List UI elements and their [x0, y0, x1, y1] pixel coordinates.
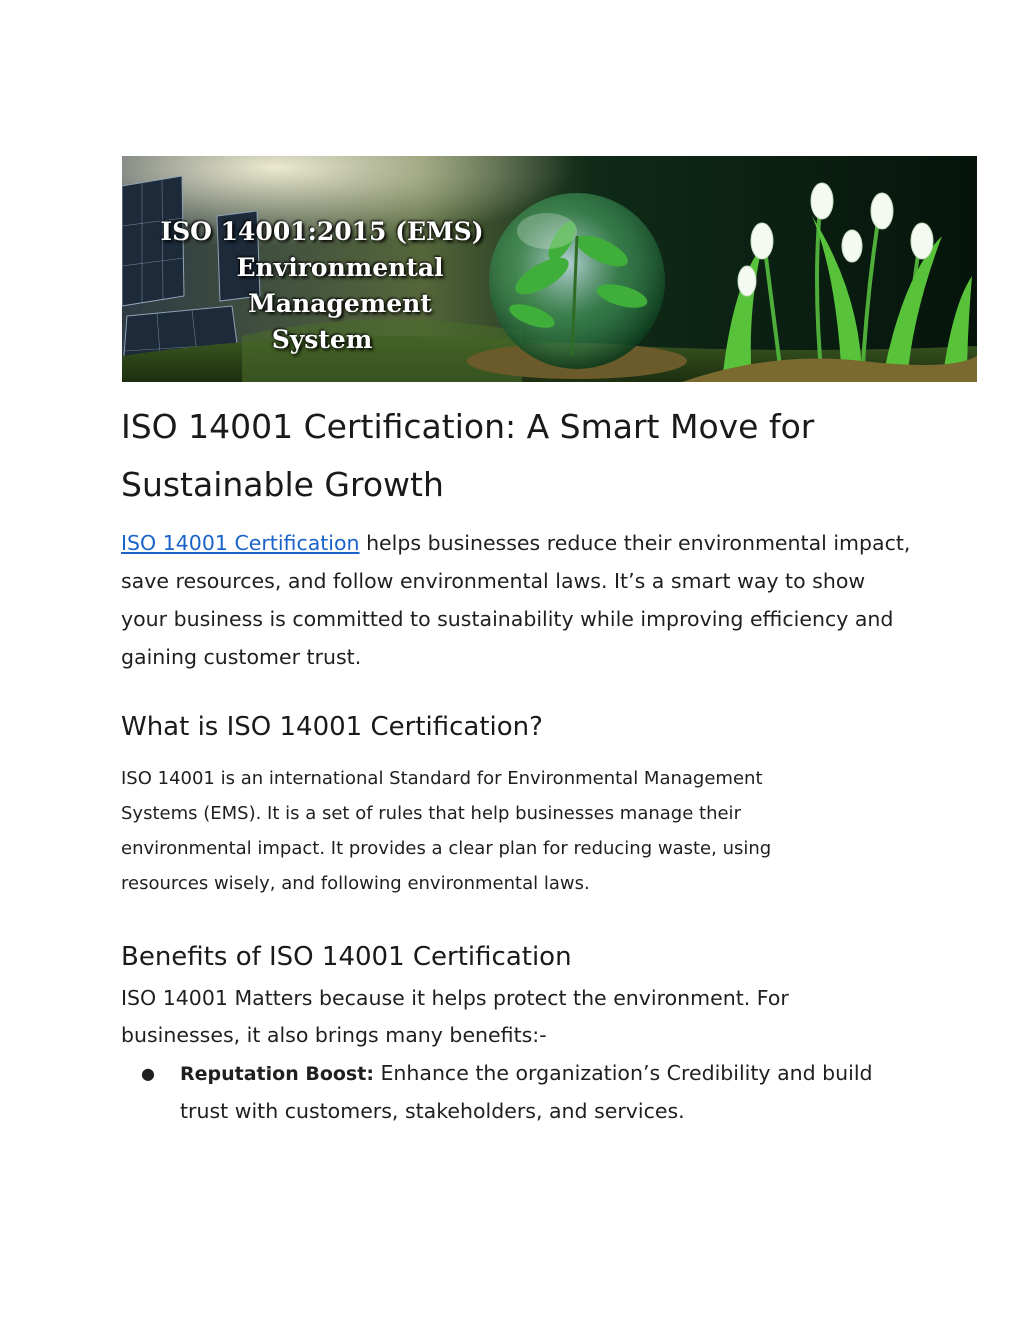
- benefits-list: [121, 1055, 911, 1130]
- what-is-heading: What is ISO 14001 Certification?: [121, 712, 543, 742]
- list-item-text: Enhance the organization’s Credibility and build trust with customers, stakeholders, and services.: [180, 1061, 873, 1123]
- iso-14001-certification-link[interactable]: ISO 14001 Certification: [121, 531, 360, 555]
- intro-paragraph: [121, 524, 911, 676]
- banner-title-line-3: System: [271, 325, 373, 354]
- banner-title-line-2: Environmental Management: [236, 253, 444, 318]
- hero-banner: [122, 156, 977, 382]
- banner-title: [122, 214, 522, 358]
- intro-text: helps businesses reduce their environmental impact, save resources, and follow environmental laws. It’s a smart way to show your business is committed to sustainability while improving efficiency and gaining customer trust.: [121, 531, 911, 669]
- what-is-paragraph: ISO 14001 is an international Standard for Environmental Management Systems (EMS). It is a set of rules that help businesses manage their environmental impact. It provides a clear plan for reducing waste, using resources wisely, and following environmental laws.: [121, 768, 772, 894]
- bullet-icon: ●: [141, 1064, 155, 1083]
- page-title: ISO 14001 Certification: A Smart Move for Sustainable Growth: [121, 407, 815, 504]
- banner-title-line-1: ISO 14001:2015 (EMS): [160, 217, 484, 246]
- benefits-paragraph: ISO 14001 Matters because it helps protect the environment. For businesses, it also brings many benefits:-: [121, 986, 789, 1047]
- list-item: [121, 1055, 911, 1130]
- benefits-heading: Benefits of ISO 14001 Certification: [121, 942, 572, 972]
- list-item-label: Reputation Boost:: [180, 1063, 374, 1085]
